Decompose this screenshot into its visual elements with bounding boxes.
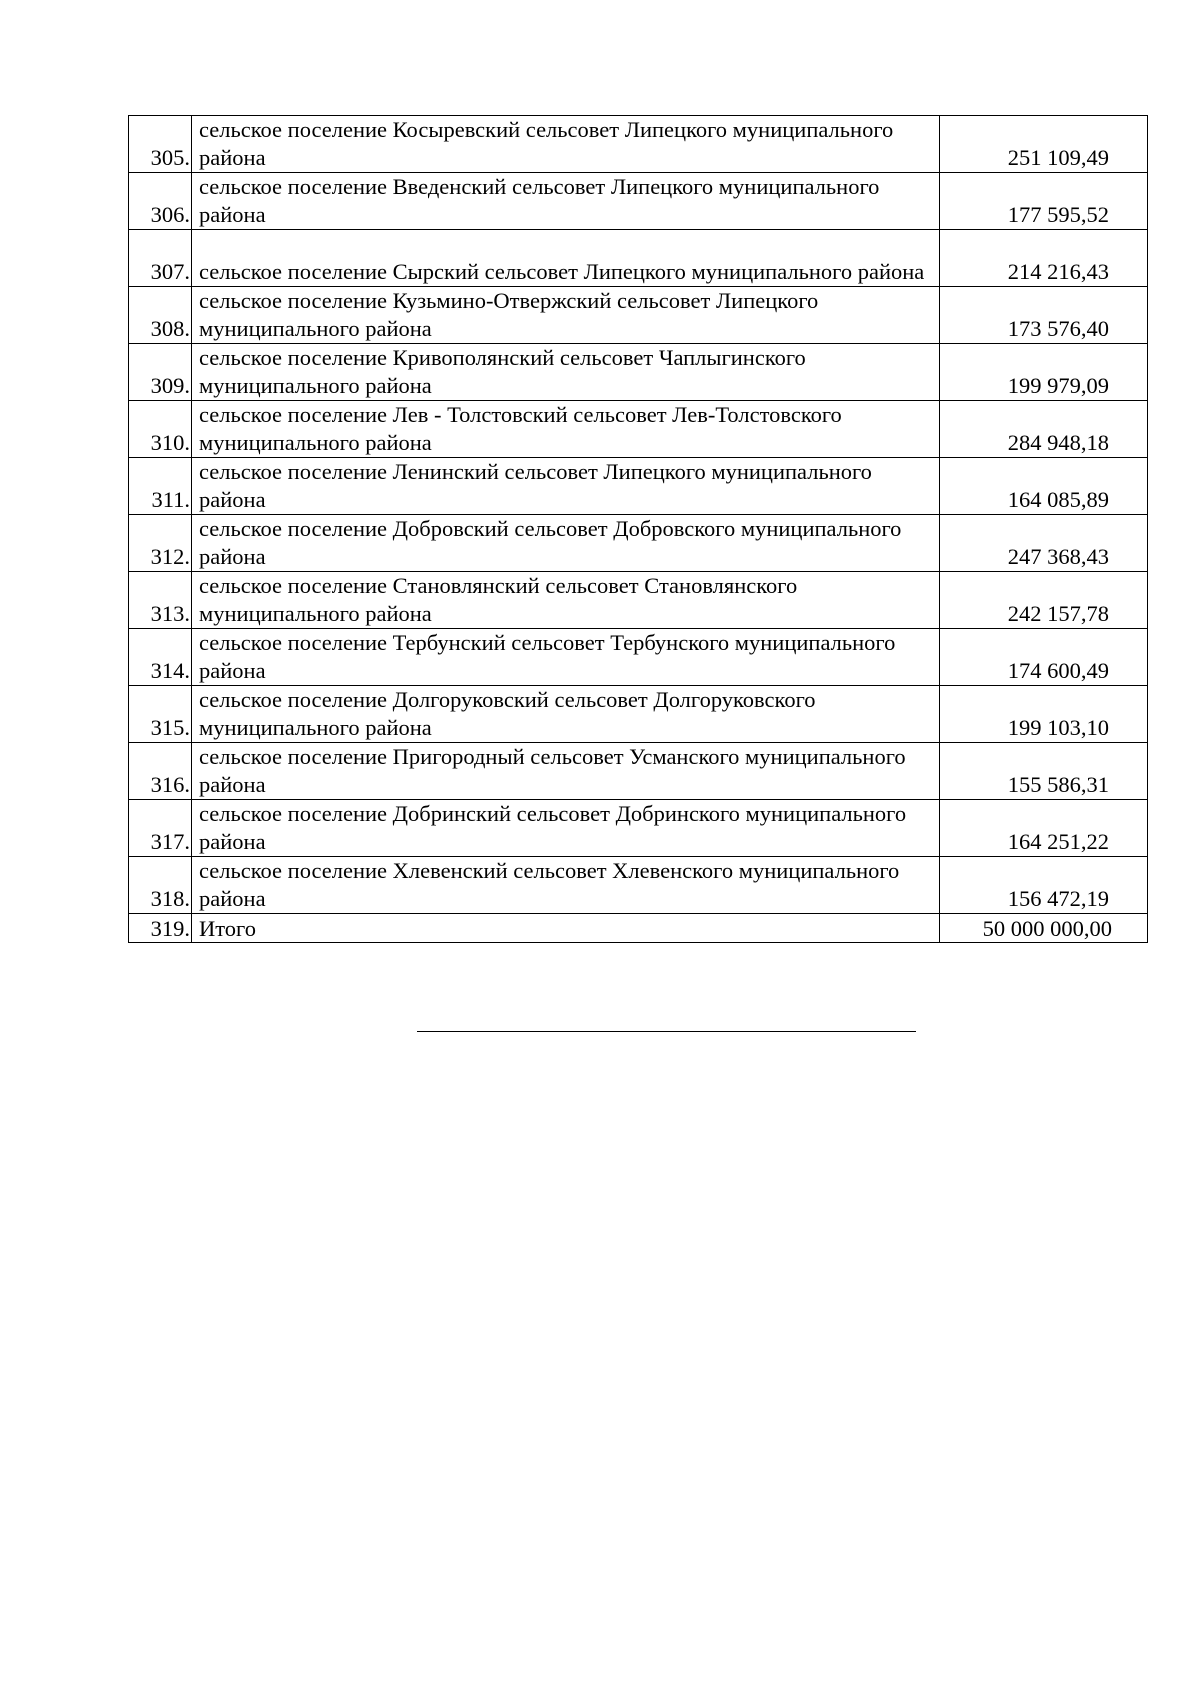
row-number: 313. [129, 572, 192, 629]
amount-value: 199 979,09 [940, 344, 1148, 401]
row-number: 315. [129, 686, 192, 743]
amount-value: 156 472,19 [940, 857, 1148, 914]
table-row [129, 800, 1148, 857]
settlement-name: сельское поселение Долгоруковский сельсовет Долгоруковского муниципального района [192, 686, 940, 743]
row-number: 314. [129, 629, 192, 686]
table-row [129, 173, 1148, 230]
row-number: 308. [129, 287, 192, 344]
row-number: 310. [129, 401, 192, 458]
settlement-name: сельское поселение Лев - Толстовский сельсовет Лев-Толстовского муниципального района [192, 401, 940, 458]
total-row [129, 914, 1148, 943]
amount-value: 242 157,78 [940, 572, 1148, 629]
table-row [129, 230, 1148, 287]
table-row [129, 629, 1148, 686]
allocation-table-body [129, 116, 1148, 943]
settlement-name: сельское поселение Кривополянский сельсовет Чаплыгинского муниципального района [192, 344, 940, 401]
settlement-name: сельское поселение Введенский сельсовет Липецкого муниципального района [192, 173, 940, 230]
row-number: 305. [129, 116, 192, 173]
allocation-table [128, 115, 1148, 943]
total-row-number: 319. [129, 914, 192, 943]
amount-value: 247 368,43 [940, 515, 1148, 572]
amount-value: 155 586,31 [940, 743, 1148, 800]
settlement-name: сельское поселение Ленинский сельсовет Липецкого муниципального района [192, 458, 940, 515]
row-number: 318. [129, 857, 192, 914]
settlement-name: сельское поселение Сырский сельсовет Липецкого муниципального района [192, 230, 940, 287]
table-row [129, 572, 1148, 629]
settlement-name: сельское поселение Тербунский сельсовет Тербунского муниципального района [192, 629, 940, 686]
settlement-name: сельское поселение Пригородный сельсовет Усманского муниципального района [192, 743, 940, 800]
amount-value: 284 948,18 [940, 401, 1148, 458]
settlement-name: сельское поселение Добровский сельсовет Добровского муниципального района [192, 515, 940, 572]
amount-value: 164 085,89 [940, 458, 1148, 515]
row-number: 312. [129, 515, 192, 572]
settlement-name: сельское поселение Кузьмино-Отвержский сельсовет Липецкого муниципального района [192, 287, 940, 344]
table-row [129, 857, 1148, 914]
table-row [129, 287, 1148, 344]
table-row [129, 743, 1148, 800]
amount-value: 174 600,49 [940, 629, 1148, 686]
row-number: 307. [129, 230, 192, 287]
table-row [129, 344, 1148, 401]
row-number: 316. [129, 743, 192, 800]
amount-value: 214 216,43 [940, 230, 1148, 287]
settlement-name: сельское поселение Косыревский сельсовет Липецкого муниципального района [192, 116, 940, 173]
amount-value: 199 103,10 [940, 686, 1148, 743]
total-label: Итого [192, 914, 940, 943]
table-row [129, 116, 1148, 173]
row-number: 306. [129, 173, 192, 230]
settlement-name: сельское поселение Добринский сельсовет Добринского муниципального района [192, 800, 940, 857]
table-row [129, 686, 1148, 743]
amount-value: 164 251,22 [940, 800, 1148, 857]
table-row [129, 458, 1148, 515]
settlement-name: сельское поселение Становлянский сельсовет Становлянского муниципального района [192, 572, 940, 629]
row-number: 309. [129, 344, 192, 401]
settlement-name: сельское поселение Хлевенский сельсовет Хлевенского муниципального района [192, 857, 940, 914]
table-row [129, 515, 1148, 572]
total-amount: 50 000 000,00 [940, 914, 1148, 943]
row-number: 317. [129, 800, 192, 857]
amount-value: 177 595,52 [940, 173, 1148, 230]
amount-value: 173 576,40 [940, 287, 1148, 344]
amount-value: 251 109,49 [940, 116, 1148, 173]
row-number: 311. [129, 458, 192, 515]
end-separator-line [417, 1031, 916, 1032]
table-row [129, 401, 1148, 458]
